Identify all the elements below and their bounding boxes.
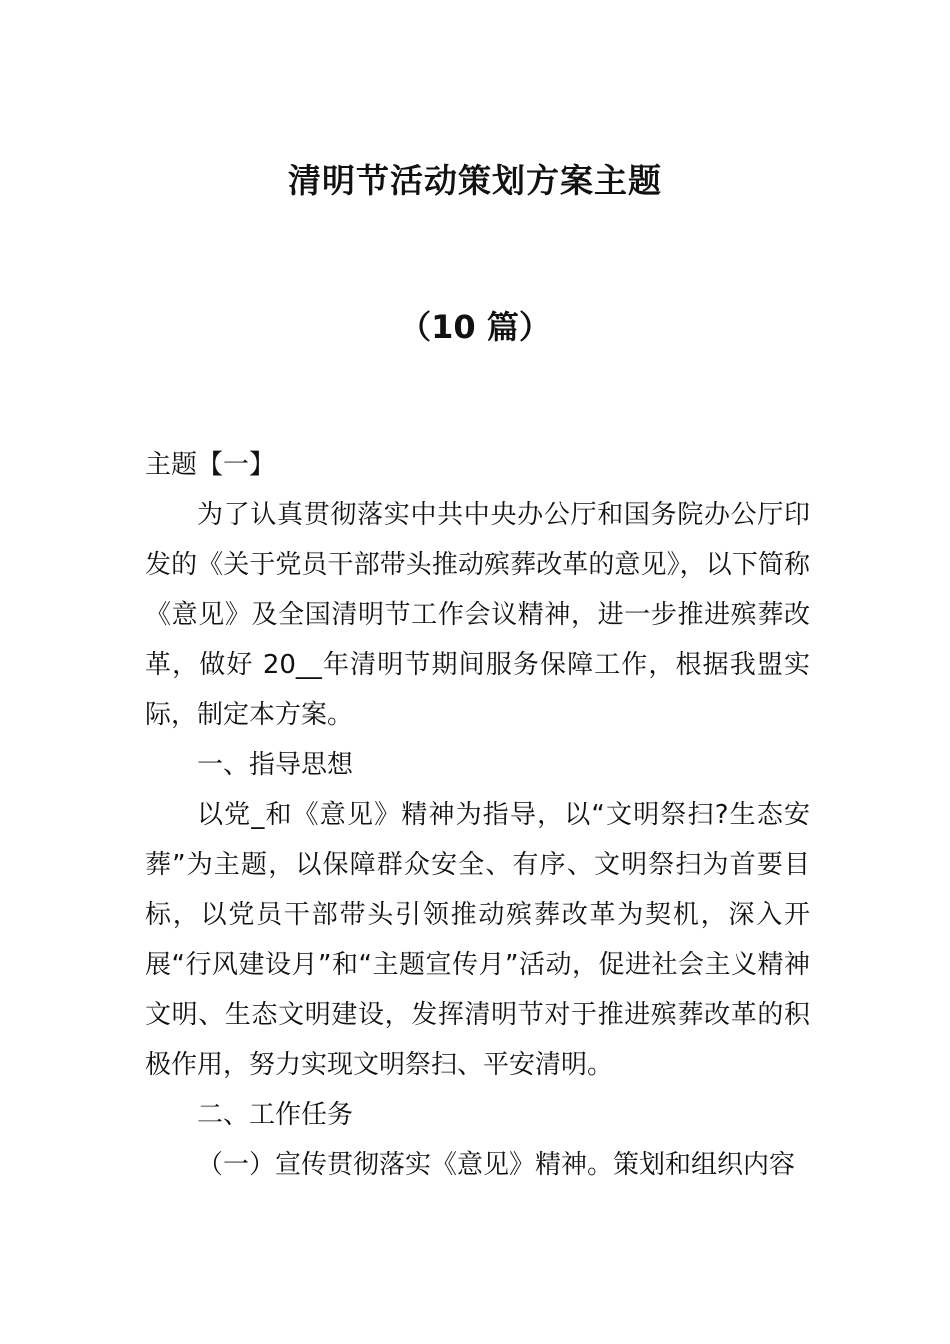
document-subtitle: （10 篇）: [399, 308, 551, 346]
document-title: 清明节活动策划方案主题: [288, 161, 662, 200]
document-body: [145, 440, 810, 1190]
heading-work-tasks: 二、工作任务: [197, 1100, 354, 1130]
paragraph-guiding-thought: 以党_和《意见》精神为指导，以“文明祭扫?生态安葬”为主题，以保障群众安全、有序、文明祭扫为首要目标，以党员干部带头引领推动殡葬改革为契机，深入开展“行风建设月”和“主题宣传月”活动，促进社会主义精神文明、生态文明建设，发挥清明节对于推进殡葬改革的积极作用，努力实现文明祭扫、平安清明。: [145, 800, 810, 1080]
paragraph-task-one: （一）宣传贯彻落实《意见》精神。策划和组织内容: [197, 1150, 796, 1180]
paragraph-intro: 为了认真贯彻落实中共中央办公厅和国务院办公厅印发的《关于党员干部带头推动殡葬改革的意见》，以下简称《意见》及全国清明节工作会议精神，进一步推进殡葬改革，做好 20__年清明节期间服务保障工作，根据我盟实际，制定本方案。: [145, 500, 810, 730]
heading-guiding-thought: 一、指导思想: [197, 750, 354, 780]
section-heading: 主题【一】: [145, 450, 276, 480]
